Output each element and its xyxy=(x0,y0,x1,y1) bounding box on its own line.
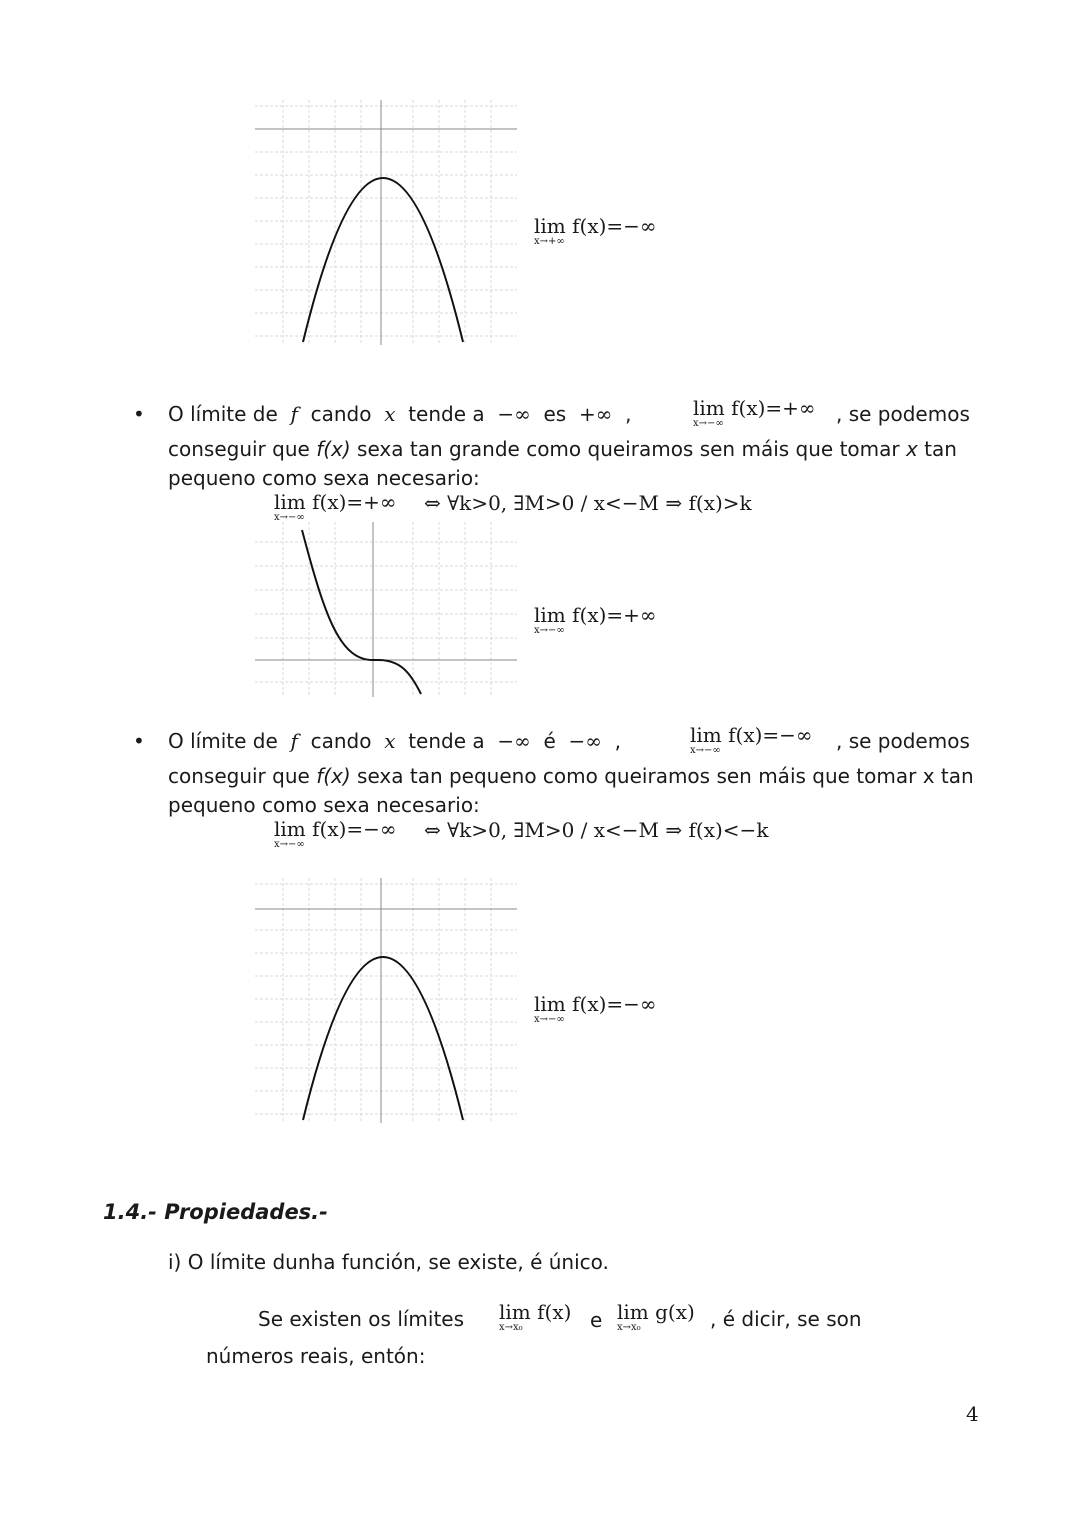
paragraph-tail: , se podemos xyxy=(836,402,970,426)
paragraph-line: O límite de f cando x tende a −∞ es +∞ , xyxy=(168,402,632,426)
limit-subscript: x→x₀ xyxy=(499,1322,523,1333)
paragraph-tail: , é dicir, se son xyxy=(710,1307,862,1331)
limit-subscript: x→−∞ xyxy=(534,625,565,636)
limit-subscript: x→x₀ xyxy=(617,1322,641,1333)
limit-expression: lim f(x)=+∞ xyxy=(693,396,816,420)
limit-subscript: x→−∞ xyxy=(274,512,305,523)
paragraph-line: conseguir que f(x) sexa tan pequeno como queiramos sen máis que tomar x tan xyxy=(168,764,974,788)
limit-expression: lim f(x)=−∞ xyxy=(690,723,813,747)
paragraph-line: números reais, entón: xyxy=(206,1344,426,1368)
limit-subscript: x→−∞ xyxy=(690,745,721,756)
limit-f: lim f(x) xyxy=(499,1300,572,1324)
property-item: i) O límite dunha función, se existe, é único. xyxy=(168,1250,609,1274)
paragraph-tail: , se podemos xyxy=(836,729,970,753)
limit-subscript: x→−∞ xyxy=(274,839,305,850)
paragraph-line: pequeno como sexa necesario: xyxy=(168,793,480,817)
graph-cubic-decreasing xyxy=(255,522,517,697)
paragraph-line: Se existen os límites xyxy=(258,1307,465,1331)
paragraph-line: conseguir que f(x) sexa tan grande como queiramos sen máis que tomar x tan xyxy=(168,437,957,461)
bullet: • xyxy=(133,402,145,426)
limit-expression: lim f(x)=−∞ xyxy=(534,992,657,1016)
limit-subscript: x→+∞ xyxy=(534,236,565,247)
limit-subscript: x→−∞ xyxy=(534,1014,565,1025)
limit-expression: lim f(x)=+∞ xyxy=(534,603,657,627)
definition-limit: lim f(x)=−∞ xyxy=(274,817,397,841)
definition-condition: ⇔ ∀k>0, ∃M>0 / x<−M ⇒ f(x)>k xyxy=(424,491,752,515)
limit-g: lim g(x) xyxy=(617,1300,695,1324)
paragraph-line: O límite de f cando x tende a −∞ é −∞ , xyxy=(168,729,622,753)
section-heading: 1.4.- Propiedades.- xyxy=(103,1200,328,1224)
graph-downward-parabola-1 xyxy=(255,100,517,345)
conjunction: e xyxy=(590,1308,603,1332)
limit-subscript: x→−∞ xyxy=(693,418,724,429)
bullet: • xyxy=(133,729,145,753)
paragraph-line: pequeno como sexa necesario: xyxy=(168,466,480,490)
definition-condition: ⇔ ∀k>0, ∃M>0 / x<−M ⇒ f(x)<−k xyxy=(424,818,769,842)
graph-downward-parabola-2 xyxy=(255,878,517,1123)
definition-limit: lim f(x)=+∞ xyxy=(274,490,397,514)
limit-expression: lim f(x)=−∞ xyxy=(534,214,657,238)
page-number: 4 xyxy=(966,1402,979,1426)
